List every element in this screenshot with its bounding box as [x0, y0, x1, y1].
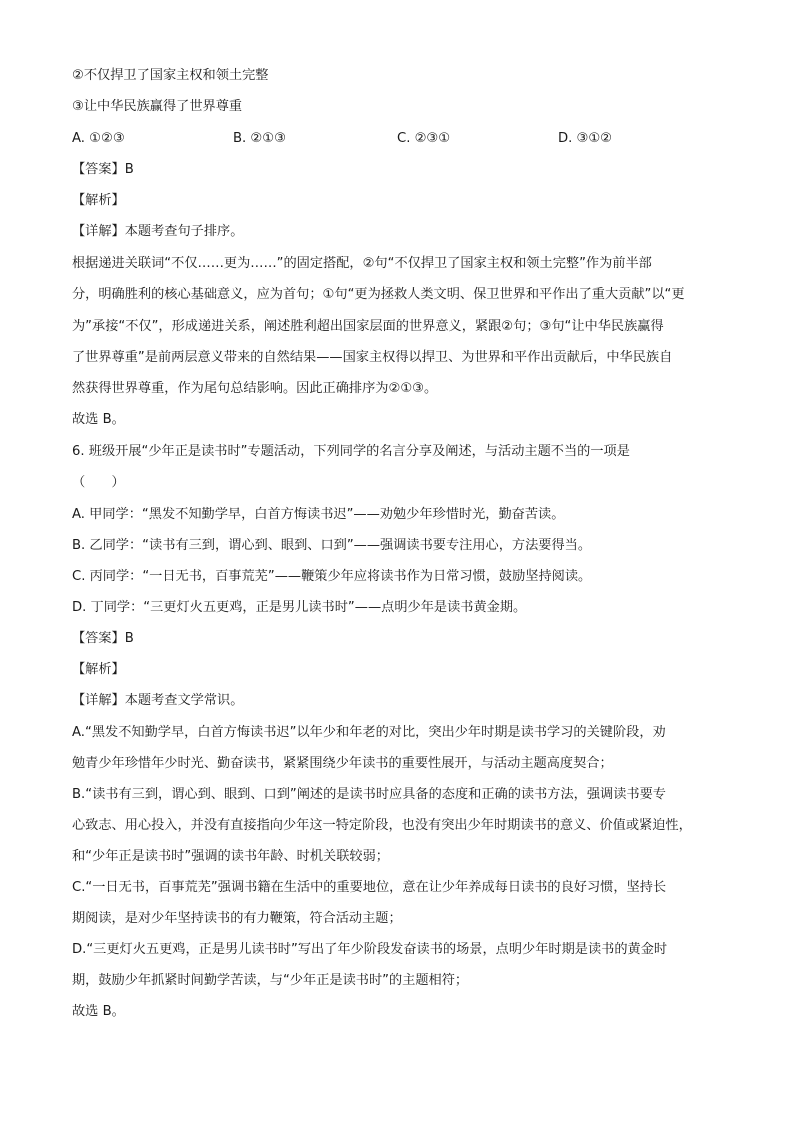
- q5-option-d: D. ③①②: [558, 131, 613, 146]
- q6-explanation-line: D.“三更灯火五更鸡，正是男儿读书时”写出了年少阶段发奋读书的场景，点明少年时期是读书的黄金时: [72, 942, 668, 957]
- q6-option-d: D. 丁同学：“三更灯火五更鸡，正是男儿读书时”——点明少年是读书黄金期。: [72, 600, 527, 615]
- q5-explanation-line: 分，明确胜利的核心基础意义，应为首句；①句“更为拯救人类文明、保卫世界和平作出了重大贡献”以“更: [72, 287, 685, 302]
- q5-item-2: ②不仅捍卫了国家主权和领土完整: [72, 68, 269, 83]
- q6-detail: 【详解】本题考查文学常识。: [72, 693, 244, 708]
- q5-conclusion: 故选 B。: [72, 412, 125, 427]
- q5-detail: 【详解】本题考查句子排序。: [72, 224, 244, 239]
- q6-analysis-label: 【解析】: [72, 662, 125, 677]
- q5-item-3: ③让中华民族赢得了世界尊重: [72, 99, 243, 114]
- q6-stem: 6. 班级开展“少年正是读书时”专题活动，下列同学的名言分享及阐述，与活动主题不当的一项是: [72, 444, 630, 459]
- q5-option-c: C. ②③①: [397, 131, 451, 146]
- q6-option-b: B. 乙同学：“读书有三到，谓心到、眼到、口到”——强调读书要专注用心，方法要得当。: [72, 538, 592, 553]
- q5-answer: 【答案】B: [72, 162, 134, 177]
- q6-option-a: A. 甲同学：“黑发不知勤学早，白首方悔读书迟”——劝勉少年珍惜时光，勤奋苦读。: [72, 507, 565, 522]
- q5-explanation-line: 为”承接“不仅”，形成递进关系，阐述胜利超出国家层面的世界意义，紧跟②句；③句“让中华民族赢得: [72, 319, 664, 334]
- q6-stem-bracket: （ ）: [72, 475, 125, 490]
- q5-explanation-line: 然获得世界尊重，作为尾句总结影响。因此正确排序为②①③。: [72, 381, 438, 396]
- q5-explanation-line: 了世界尊重”是前两层意义带来的自然结果——国家主权得以捍卫、为世界和平作出贡献后，中华民族自: [72, 350, 673, 365]
- q5-option-a: A. ①②③: [72, 131, 125, 146]
- q5-analysis-label: 【解析】: [72, 193, 125, 208]
- q6-explanation-line: 期，鼓励少年抓紧时间勤学苦读，与“少年正是读书时”的主题相符；: [72, 973, 469, 988]
- q6-explanation-line: 心致志、用心投入，并没有直接指向少年这一特定阶段，也没有突出少年时期读书的意义、价值或紧迫性，: [72, 818, 692, 833]
- q6-option-c: C. 丙同学：“一日无书，百事荒芜”——鞭策少年应将读书作为日常习惯，鼓励坚持阅读。: [72, 569, 592, 584]
- q6-explanation-line: B.“读书有三到，谓心到、眼到、口到”阐述的是读书时应具备的态度和正确的读书方法，强调读书要专: [72, 787, 666, 802]
- q6-explanation-line: 勉青少年珍惜年少时光、勤奋读书，紧紧围绕少年读书的重要性展开，与活动主题高度契合；: [72, 756, 613, 771]
- q5-option-b: B. ②①③: [233, 131, 286, 146]
- q5-options: [72, 130, 722, 148]
- q6-explanation-line: C.“一日无书，百事荒芜”强调书籍在生活中的重要地位，意在让少年养成每日读书的良好习惯，坚持长: [72, 880, 667, 895]
- q6-conclusion: 故选 B。: [72, 1004, 125, 1019]
- q6-answer: 【答案】B: [72, 631, 134, 646]
- q6-explanation-line: 和“少年正是读书时”强调的读书年龄、时机关联较弱；: [72, 849, 389, 864]
- q6-explanation-line: 期阅读，是对少年坚持读书的有力鞭策，符合活动主题；: [72, 911, 402, 926]
- q5-explanation-line: 根据递进关联词“不仅……更为……”的固定搭配，②句“不仅捍卫了国家主权和领土完整”作为前半部: [72, 256, 652, 271]
- q6-explanation-line: A.“黑发不知勤学早，白首方悔读书迟”以年少和年老的对比，突出少年时期是读书学习的关键阶段，劝: [72, 725, 666, 740]
